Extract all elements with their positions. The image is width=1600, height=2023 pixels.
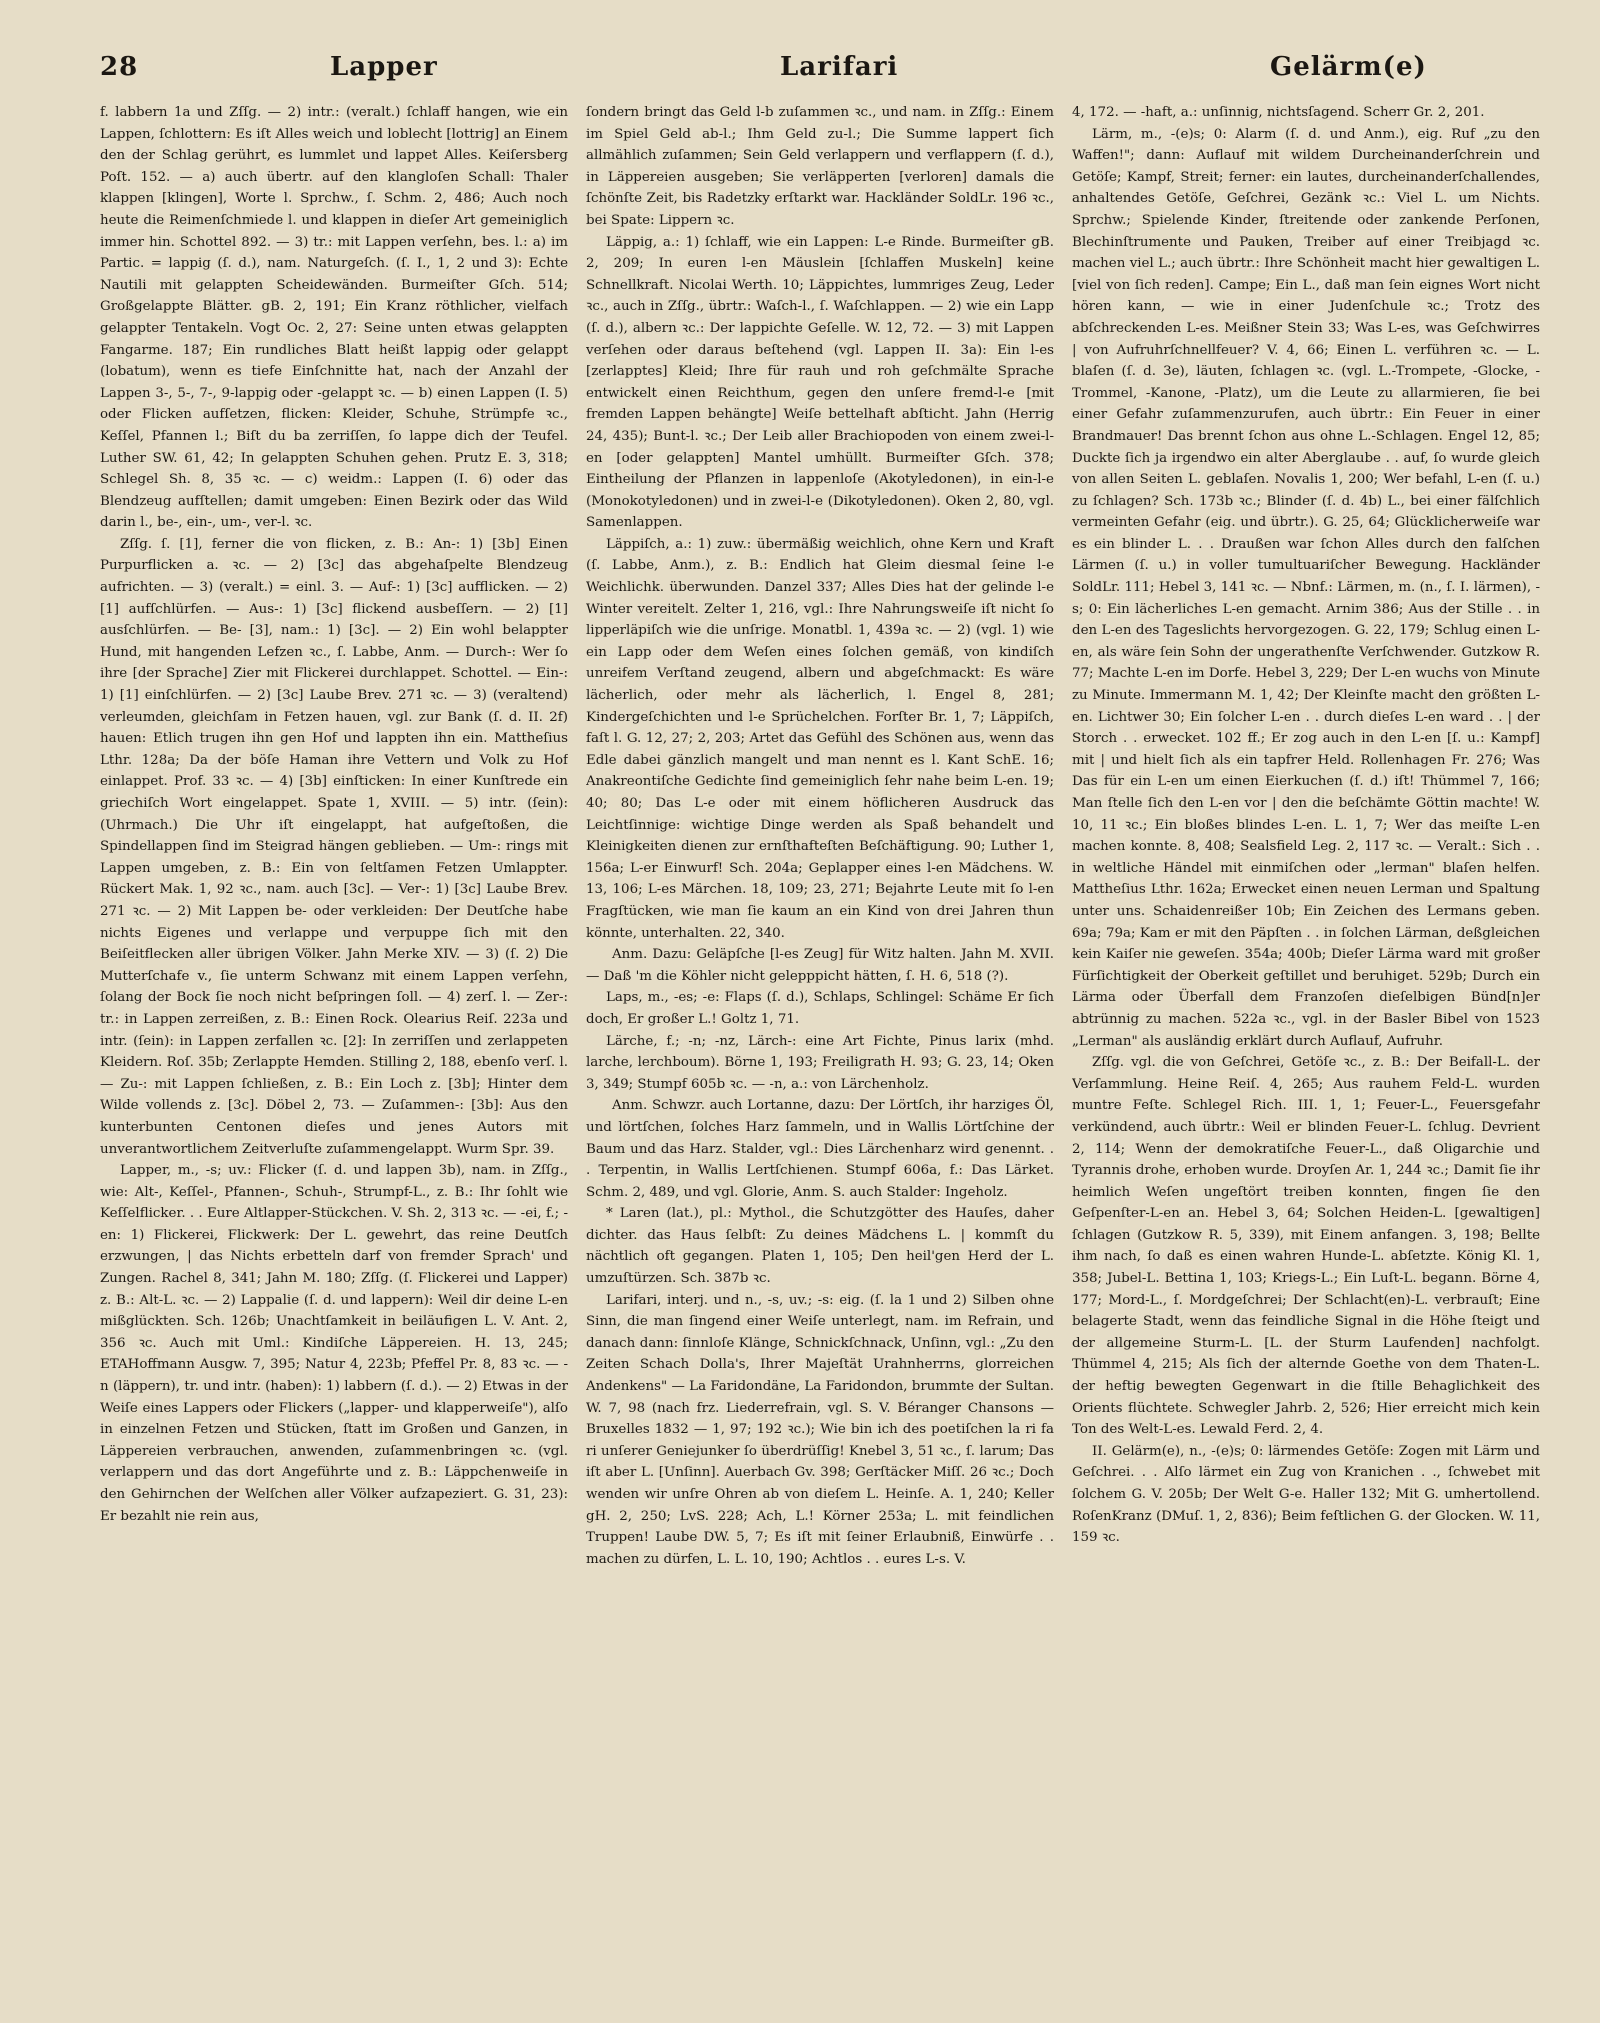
page-number: 28 (100, 52, 139, 82)
entry-paragraph: * Laren (lat.), pl.: Mythol., die Schutzgötter des Hauſes, daher dichter. das Haus ſelbſt: Zu deines Mädchens L. | kommſt du nächtlich oft gegangen. Platen 1, 105; Den heil'gen Herd der L. umzuſtürzen. Sch. 387b ꝛc. (586, 1206, 1054, 1287)
entry-paragraph: Läppiſch, a.: 1) zuw.: übermäßig weichlich, ohne Kern und Kraft (ſ. Labbe, Anm.), z. B.: Endlich hat Gleim diesmal ſeine l-e Weichlichk. überwunden. Danzel 337; Alles Dies hat der gelinde l-e Winter vereitelt. Zelter 1, 216, vgl.: Ihre Nahrungsweiſe iſt nicht ſo lipperläpiſch wie die unſrige. Monatbl. 1, 439a ꝛc. — 2) (vgl. 1) wie ein Lapp oder dem Weſen eines ſolchen gemäß, von kindiſch unreifem Verſtand zeugend, albern und abgeſchmackt: Es wäre lächerlich, oder mehr als lächerlich, l. Engel 8, 281; Kindergeſchichten und l-e Sprüchelchen. Forſter Br. 1, 7; Läppiſch, faſt l. G. 12, 27; 2, 203; Artet das Gefühl des Schönen aus, wenn das Edle dabei gänzlich mangelt und man nennt es l. Kant SchE. 16; Anakreontiſche Gedichte ſind gemeiniglich ſehr nahe beim L-en. 19; 40; 80; Das L-e oder mit einem höflicheren Ausdruck das Leichtſinnige: wichtige Dinge werden als Spaß behandelt und Kleinigkeiten dienen zur ernſthafteſten Beſchäftigung. 90; Luther 1, 156a; L-er Einwurf! Sch. 204a; Geplapper eines l-en Mädchens. W. 13, 106; L-es Märchen. 18, 109; 23, 271; Bejahrte Leute mit ſo l-en Fragſtücken, wie man ſie kaum an ein Kind von drei Jahren thun könnte, unterhalten. 22, 340. (586, 536, 1054, 941)
column-middle (586, 102, 1054, 1992)
column-left (100, 102, 568, 1992)
entry-paragraph: Larifari, interj. und n., -s, uv.; -s: eig. (ſ. la 1 und 2) Silben ohne Sinn, die man ſingend einer Weiſe unterlegt, nam. im Refrain, und danach dann: ſinnloſe Klänge, Schnickſchnack, Unſinn, vgl.: „Zu den Zeiten Schach Dolla's, Ihrer Majeſtät Urahnherrns, glorreichen Andenkens" — La Faridondäne, La Faridondon, brummte der Sultan. W. 7, 98 (nach frz. Liederrefrain, vgl. S. V. Béranger Chansons — Bruxelles 1832 — 1, 97; 192 ꝛc.); Wie bin ich des poetiſchen la ri fa ri unſerer Geniejunker ſo überdrüſſig! Knebel 3, 51 ꝛc., ſ. larum; Das iſt aber L. [Unſinn]. Auerbach Gv. 398; Gerſtäcker Miſſ. 26 ꝛc.; Doch wenden wir unſre Ohren ab von dieſem L. Heinſe. A. 1, 240; Keller gH. 2, 250; LvS. 228; Ach, L.! Körner 253a; L. mit feindlichen Truppen! Laube DW. 5, 7; Es iſt mit ſeiner Erlaubniß, Einwürfe . . machen zu dürfen, L. L. 10, 190; Achtlos . . eures L-s. V. (586, 1292, 1054, 1567)
headword-left: Lapper (330, 52, 438, 82)
column-right (1072, 102, 1540, 1992)
entry-paragraph: II. Gelärm(e), n., -(e)s; 0: lärmendes Getöſe: Zogen mit Lärm und Geſchrei. . . Alſo lärmet ein Zug von Kranichen . ., ſchwebet mit ſolchem G. V. 205b; Der Welt G-e. Haller 132; Mit G. umhertollend. RoſenKranz (DMuſ. 1, 2, 836); Beim feſtlichen G. der Glocken. W. 11, 159 ꝛc. (1072, 1443, 1540, 1546)
entry-paragraph: Zſſg. ſ. [1], ferner die von flicken, z. B.: An-: 1) [3b] Einen Purpurflicken a. ꝛc. — 2) [3c] das abgehaſpelte Blendzeug aufrichten. — 3) (veralt.) = einl. 3. — Auf-: 1) [3c] aufflicken. — 2) [1] aufſchlürfen. — Aus-: 1) [3c] flickend ausbeſſern. — 2) [1] ausſchlürfen. — Be- [3], nam.: 1) [3c]. — 2) Ein wohl belappter Hund, mit hangenden Lefzen ꝛc., ſ. Labbe, Anm. — Durch-: Wer ſo ihre [der Sprache] Zier mit Flickerei durchlappet. Schottel. — Ein-: 1) [1] einſchlürfen. — 2) [3c] Laube Brev. 271 ꝛc. — 3) (veraltend) verleumden, gleichſam in Fetzen hauen, vgl. zur Bank (ſ. d. II. 2f) hauen: Etlich trugen ihn gen Hof und lappten ihn ein. Mattheſius Lthr. 128a; Da der böſe Haman ihre Vettern und Volk zu Hof einlappet. Prof. 33 ꝛc. — 4) [3b] einſticken: In einer Kunſtrede ein griechiſch Wort eingelappet. Spate 1, XVIII. — 5) intr. (ſein): (Uhrmach.) Die Uhr iſt eingelappt, hat aufgeſtoßen, die Spindellappen ſind im Steigrad hängen geblieben. — Um-: rings mit Lappen umgeben, z. B.: Ein von ſeltſamen Fetzen Umlappter. Rückert Mak. 1, 92 ꝛc., nam. auch [3c]. — Ver-: 1) [3c] Laube Brev. 271 ꝛc. — 2) Mit Lappen be- oder verkleiden: Der Deutſche habe nichts Eigenes und verlappe und verpuppe ſich mit den Beiſeitflecken aller übrigen Völker. Jahn Merke XIV. — 3) (ſ. 2) Die Mutterſchafe v., ſie unterm Schwanz mit einem Lappen verſehn, ſolang der Bock ſie noch nicht beſpringen ſoll. — 4) zerſ. l. — Zer-: tr.: in Lappen zerreißen, z. B.: Einen Rock. Olearius Reiſ. 223a und intr. (ſein): in Lappen zerfallen ꝛc. [2]: In zerriſſen und zerlappeten Kleidern. Roſ. 35b; Zerlappte Hemden. Stilling 2, 188, ebenſo verſ. l. — Zu-: mit Lappen ſchließen, z. B.: Ein Loch z. [3b]; Hinter dem Wilde vollends z. [3c]. Döbel 2, 73. — Zuſammen-: [3b]: Aus den kunterbunten Centonen dieſes und jenes Autors mit unverantwortlichem Zeitverluſte zuſammengelappt. Wurm Spr. 39. (100, 536, 568, 1157)
headword-right: Gelärm(e) (1270, 52, 1427, 82)
entry-paragraph: Läppig, a.: 1) ſchlaff, wie ein Lappen: L-e Rinde. Burmeiſter gB. 2, 209; In euren l-en Mäuslein [ſchlaffen Muskeln] keine Schnellkraft. Nicolai Werth. 10; Läppichtes, lummriges Zeug, Leder ꝛc., auch in Zſſg., übrtr.: Waſch-l., ſ. Waſchlappen. — 2) wie ein Lapp (ſ. d.), albern ꝛc.: Der lappichte Geſelle. W. 12, 72. — 3) mit Lappen verſehen oder daraus beſtehend (vgl. Lappen II. 3a): Ein l-es [zerlapptes] Kleid; Ihre für rauh und roh geſchmälte Sprache entwickelt einen Reichthum, gegen den unſere fremd-l-e [mit fremden Lappen behängte] Weiſe bettelhaft abſticht. Jahn (Herrig 24, 435); Bunt-l. ꝛc.; Der Leib aller Brachiopoden von einem zwei-l-en [oder gelappten] Mantel umhüllt. Burmeiſter Gſch. 378; Eintheilung der Pflanzen in lappenloſe (Akotyledonen), in ein-l-e (Monokotyledonen) und in zwei-l-e (Dikotyledonen). Oken 2, 80, vgl. Samenlappen. (586, 234, 1054, 531)
note-paragraph: Anm. Schwzr. auch Lortanne, dazu: Der Lörtſch, ihr harziges Öl, und lörtſchen, ſolches Harz ſammeln, und in Wallis Lörtſchine der Baum und das Harz. Stalder, vgl.: Dies Lärchenharz wird genennt. . . Terpentin, in Wallis Lertſchienen. Stumpf 606a, f.: Das Lärket. Schm. 2, 489, und vgl. Glorie, Anm. S. auch Stalder: Ingeholz. (586, 1098, 1054, 1200)
entry-paragraph: f. labbern 1a und Zſſg. — 2) intr.: (veralt.) ſchlaff hangen, wie ein Lappen, ſchlottern: Es iſt Alles weich und loblecht [lottrig] an Einem den der Schlag gerührt, es lummlet und lappet Alles. Keiſersberg Poſt. 152. — a) auch übertr. auf den klangloſen Schall: Thaler klappen [klingen], Worte l. Sprchw., ſ. Schm. 2, 486; Auch noch heute die Reimenſchmiede l. und klappen in dieſer Art gemeiniglich immer hin. Schottel 892. — 3) tr.: mit Lappen verſehn, bes. l.: a) im Partic. = lappig (ſ. d.), nam. Naturgeſch. (ſ. I., 1, 2 und 3): Echte Nautili mit gelappten Scheidewänden. Burmeiſter Gſch. 514; Großgelappte Blätter. gB. 2, 191; Ein Kranz röthlicher, vielfach gelappter Tentakeln. Vogt Oc. 2, 27: Seine unten etwas gelappten Fangarme. 187; Ein rundliches Blatt heißt lappig oder gelappt (lobatum), wenn es tiefe Einſchnitte hat, nach der Anzahl der Lappen 3-, 5-, 7-, 9-lappig oder -gelappt ꝛc. — b) einen Lappen (I. 5) oder Flicken aufſetzen, flicken: Kleider, Schuhe, Strümpfe ꝛc., Keſſel, Pfannen l.; Biſt du ba zerriſſen, ſo lappe dich der Teufel. Luther SW. 61, 42; In gelappten Schuhen gehen. Prutz E. 3, 318; Schlegel Sh. 8, 35 ꝛc. — c) weidm.: Lappen (I. 6) oder das Blendzeug aufſtellen; damit umgeben: Einen Bezirk oder das Wild darin l., be-, ein-, um-, ver-l. ꝛc. (100, 105, 568, 531)
entry-paragraph: Lärm, m., -(e)s; 0: Alarm (ſ. d. und Anm.), eig. Ruf „zu den Waffen!"; dann: Auflauf mit wildem Durcheinanderſchrein und Getöſe; Kampf, Streit; ferner: ein lautes, durcheinanderſchallendes, anhaltendes Getöſe, Geſchrei, Gezänk ꝛc.: Viel L. um Nichts. Sprchw.; Spielende Kinder, ſtreitende oder zankende Perſonen, Blechinſtrumente und Pauken, Treiber auf einer Treibjagd ꝛc. machen viel L.; auch übrtr.: Ihre Schönheit macht hier gewaltigen L. [viel von ſich reden]. Campe; Ein L., daß man ſein eignes Wort nicht hören kann, — wie in einer Judenſchule ꝛc.; Trotz des abſchreckenden L-es. Meißner Stein 33; Was L-es, was Geſchwirres | von Aufruhrſchnellfeuer? V. 4, 66; Einen L. verführen ꝛc. — L. blaſen (ſ. d. 3e), läuten, ſchlagen ꝛc. (vgl. L.-Trompete, -Glocke, -Trommel, -Kanone, -Platz), um die Leute zu allarmieren, ſie bei einer Gefahr zuſammenzurufen, auch übrtr.: Ein Feuer in einer Brandmauer! Das brennt ſchon aus ohne L.-Schlagen. Engel 12, 85; Duckte ſich ja irgendwo ein alter Aberglaube . . auf, ſo wurde gleich von allen Seiten L. geblaſen. Novalis 1, 200; Wer befahl, L-en (ſ. u.) zu ſchlagen? Sch. 173b ꝛc.; Blinder (ſ. d. 4b) L., bei einer fälſchlich vermeinten Gefahr (eig. und übrtr.). G. 25, 64; Glücklicherweiſe war es ein blinder L. . . Draußen war ſchon Alles durch den falſchen Lärmen (ſ. u.) in voller tumultuariſcher Bewegung. Hackländer SoldLr. 111; Hebel 3, 141 ꝛc. — Nbnf.: Lärmen, m. (n., ſ. I. lärmen), -s; 0: Ein lächerliches L-en gemacht. Arnim 386; Aus der Stille . . in den L-en des Tageslichts hervorgezogen. G. 22, 179; Schlug einen L-en, als wäre ſein Sohn der ungerathenſte Verſchwender. Gutzkow R. 77; Machte L-en im Dorfe. Hebel 3, 229; Der L-en wuchs von Minute zu Minute. Immermann M. 1, 42; Der Kleinſte macht den größten L-en. Lichtwer 30; Ein ſolcher L-en . . durch dieſes L-en ward . . | der Storch . . erwecket. 102 ff.; Er zog auch in den L-en [ſ. u.: Kampf] mit | und hielt ſich als ein tapfrer Held. Rollenhagen Fr. 276; Was Das für ein L-en um einen Eierkuchen (ſ. d.) iſt! Thümmel 7, 166; Man ſtelle ſich den L-en vor | den die beſchämte Göttin machte! W. 10, 11 ꝛc.; Ein bloßes blindes L-en. L. 1, 7; Wer das meiſte L-en machen konnte. 8, 408; Sealsfield Leg. 2, 117 ꝛc. — Veralt.: Sich . . in weltliche Händel mit einmiſchen oder „lerman" blaſen helfen. Mattheſius Lthr. 162a; Erwecket einen neuen Lerman und Spaltung unter uns. Schaidenreißer 10b; Ein Zeichen des Lermans geben. 69a; 79a; Kam er mit den Päpſten . . in ſolchen Lärman, deßgleichen kein Kaiſer nie geweſen. 354a; 400b; Dieſer Lärma ward mit großer Fürſichtigkeit der Oberkeit geſtillet und beruhiget. 529b; Durch ein Lärma oder Überfall dem Franzoſen dieſelbigen Bünd[n]er abtrünnig zu machen. 522a ꝛc., vgl. in der Basler Bibel von 1523 „Lerman" als ausländig erklärt durch Auflauf, Aufruhr. (1072, 126, 1540, 1049)
entry-paragraph: ſondern bringt das Geld l-b zuſammen ꝛc., und nam. in Zſſg.: Einem im Spiel Geld ab-l.; Ihm Geld zu-l.; Die Summe lappert ſich allmählich zuſammen; Sein Geld verlappern und verflappern (ſ. d.), in Läppereien ausgeben; Sie verläpperten [verloren] damals die ſchönſte Zeit, bis Radetzky erſtarkt war. Hackländer SoldLr. 196 ꝛc., bei Spate: Lippern ꝛc. (586, 105, 1054, 228)
note-paragraph: Anm. Dazu: Geläpſche [l-es Zeug] für Witz halten. Jahn M. XVII. — Daß 'm die Köhler nicht gelepppicht hätten, ſ. H. 6, 518 (?). (586, 947, 1054, 984)
headword-middle: Larifari (780, 52, 899, 82)
entry-paragraph: Lapper, m., -s; uv.: Flicker (ſ. d. und lappen 3b), nam. in Zſſg., wie: Alt-, Keſſel-, Pfannen-, Schuh-, Strumpf-L., z. B.: Ihr ſohlt wie Keſſelflicker. . . Eure Altlapper-Stückchen. V. Sh. 2, 313 ꝛc. — -ei, f.; -en: 1) Flickerei, Flickwerk: Der L. gewehrt, das reine Deutſch erzwungen, | das Nichts erbetteln darf von fremder Sprach' und Zungen. Rachel 8, 341; Jahn M. 180; Zſſg. (ſ. Flickerei und Lapper) z. B.: Alt-L. ꝛc. — 2) Lappalie (ſ. d. und lappern): Weil dir deine L-en mißglückten. Sch. 126b; Unachtſamkeit in beiläufigen L. V. Ant. 2, 356 ꝛc. Auch mit Uml.: Kindiſche Läppereien. H. 13, 245; ETAHoffmann Ausgw. 7, 395; Natur 4, 223b; Pfeffel Pr. 8, 83 ꝛc. — -n (läppern), tr. und intr. (haben): 1) labbern (ſ. d.). — 2) Etwas in der Weiſe eines Lappers oder Flickers („lapper- und klapperweiſe"), alſo in einzelnen Fetzen und Stücken, ſtatt im Großen und Ganzen, in Läppereien verbrauchen, anwenden, zuſammenbringen ꝛc. (vgl. verlappern und das dort Angeführte und z. B.: Läppchenweiſe in den Gehirnchen der Welſchen aller Völker aufzapeziert. G. 31, 23): Er bezahlt nie rein aus, (100, 1163, 568, 1524)
running-header (100, 52, 1550, 92)
entry-paragraph: Lärche, f.; -n; -nz, Lärch-: eine Art Fichte, Pinus larix (mhd. larche, lerchboum). Börne 1, 193; Freiligrath H. 93; G. 23, 14; Oken 3, 349; Stumpf 605b ꝛc. — -n, a.: von Lärchenholz. (586, 1033, 1054, 1092)
entry-paragraph: Zſſg. vgl. die von Geſchrei, Getöſe ꝛc., z. B.: Der Beifall-L. der Verſammlung. Heine Reiſ. 4, 265; Aus rauhem Feld-L. wurden muntre Feſte. Schlegel Rich. III. 1, 1; Feuer-L., Feuersgefahr verkündend, auch übrtr.: Weil er blinden Feuer-L. ſchlug. Devrient 2, 114; Wenn der demokratiſche Feuer-L., daß Oligarchie und Tyrannis drohe, erhoben wurde. Droyſen Ar. 1, 244 ꝛc.; Damit ſie ihr heimlich Weſen ungeſtört treiben konnten, fingen ſie den Geſpenſter-L-en an. Hebel 3, 64; Solchen Heiden-L. [gewaltigen] ſchlagen (Gutzkow R. 5, 339), mit Einem anfangen. 3, 198; Bellte ihm nach, ſo daß es einen wahren Hunde-L. abſetzte. König Kl. 1, 358; Jubel-L. Bettina 1, 103; Kriegs-L.; Ein Luſt-L. begann. Börne 4, 177; Mord-L., ſ. Mordgeſchrei; Der Schlacht(en)-L. verbrauſt; Eine belagerte Stadt, wenn das feindliche Signal in die Höhe ſteigt und der allgemeine Sturm-L. [L. der Sturm Laufenden] nachfolgt. Thümmel 4, 215; Als ſich der alternde Goethe von dem Thaten-L. der heftig bewegten Gegenwart in die ſtille Behaglichkeit des Orients flüchtete. Schwegler Jahrb. 2, 526; Hier erreicht mich kein Ton des Welt-L-es. Lewald Ferd. 2, 4. (1072, 1055, 1540, 1438)
entry-paragraph: 4, 172. — -haft, a.: unſinnig, nichtsſagend. Scherr Gr. 2, 201. (1072, 105, 1485, 120)
entry-paragraph: Laps, m., -es; -e: Flaps (ſ. d.), Schlaps, Schlingel: Schäme Er ſich doch, Er großer L.! Goltz 1, 71. (586, 990, 1054, 1027)
